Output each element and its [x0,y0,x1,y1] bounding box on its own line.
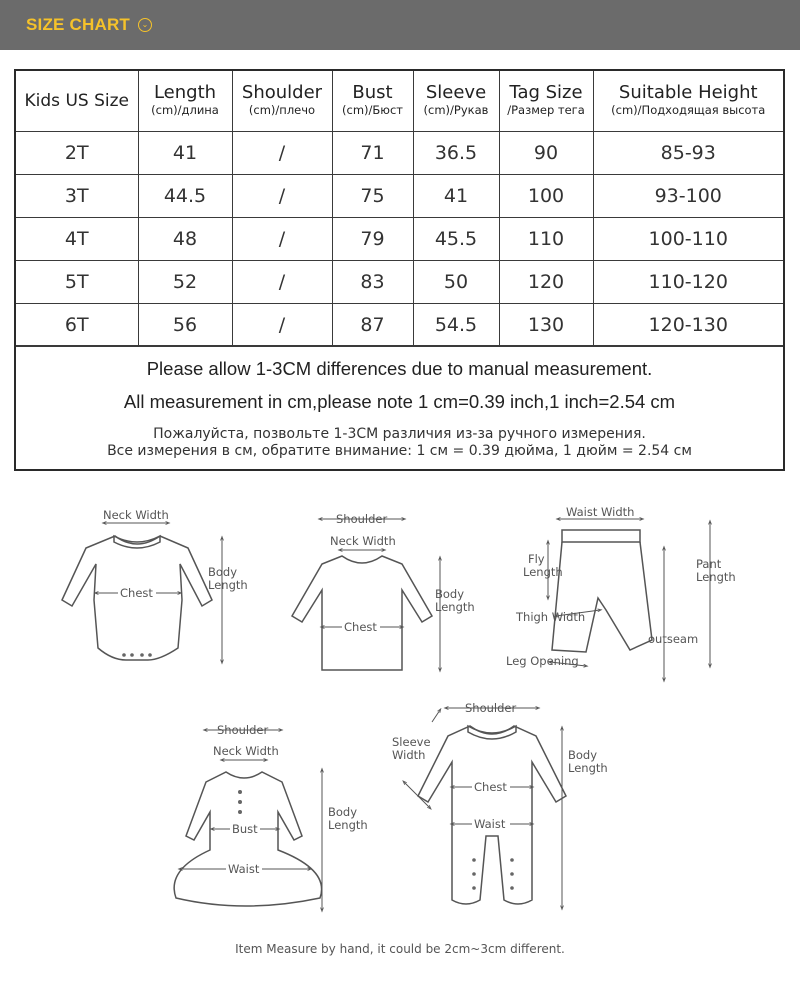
label-body-length-2: Length [208,578,248,592]
col-header-suitable-height: Suitable Height (cm)/Подходящая высота [593,71,783,131]
table-row [16,260,783,303]
col-header-shoulder: Shoulder (cm)/плечо [232,71,332,131]
col-header-tag-size: Tag Size /Размер тега [499,71,593,131]
label-sleeve-width-1: Sleeve [392,735,431,749]
cell-tag-size: 130 [499,303,593,346]
cell-sleeve: 45.5 [413,217,499,260]
romper-diagram [392,701,608,908]
cell-height: 120-130 [593,303,783,346]
cell-length: 52 [138,260,232,303]
table-row [16,174,783,217]
cell-height: 110-120 [593,260,783,303]
measurement-notes [16,345,783,469]
cell-height: 93-100 [593,174,783,217]
cell-length: 41 [138,131,232,174]
label-waist-width: Waist Width [566,505,635,519]
bodysuit-diagram [62,508,248,662]
cell-height: 100-110 [593,217,783,260]
cell-size: 4T [16,217,138,260]
label-body-length-1: Body [568,748,598,762]
cell-size: 3T [16,174,138,217]
cell-shoulder: / [232,217,332,260]
pants-diagram [506,505,736,680]
cell-bust: 71 [332,131,413,174]
label-chest: Chest [474,780,507,794]
label-chest: Chest [344,620,377,634]
note-ru-tolerance: Пожалуйста, позвольте 1-3CM различия из-за ручного измерения. [153,426,646,442]
col-header-sleeve: Sleeve (cm)/Рукав [413,71,499,131]
label-shoulder: Shoulder [465,701,517,715]
size-chart-header [0,0,800,50]
table-header-row [16,71,783,131]
cell-bust: 83 [332,260,413,303]
table-row [16,131,783,174]
cell-length: 56 [138,303,232,346]
cell-size: 5T [16,260,138,303]
cell-length: 48 [138,217,232,260]
col-header-bust: Bust (cm)/Бюст [332,71,413,131]
label-outseam: outseam [648,632,699,646]
cell-tag-size: 110 [499,217,593,260]
cell-sleeve: 50 [413,260,499,303]
label-body-length-2: Length [435,600,475,614]
size-chart-box [14,69,785,471]
note-en-tolerance: Please allow 1-3CM differences due to manual measurement. [146,358,653,379]
label-thigh-width: Thigh Width [516,610,586,624]
cell-shoulder: / [232,174,332,217]
cell-tag-size: 120 [499,260,593,303]
label-fly-length-1: Fly [528,552,545,566]
label-sleeve-width-2: Width [392,748,426,762]
label-body-length-1: Body [208,565,238,579]
label-chest: Chest [120,586,153,600]
measurement-diagrams [0,490,800,960]
table-row [16,217,783,260]
cell-length: 44.5 [138,174,232,217]
footer-measure-note: Item Measure by hand, it could be 2cm~3cm different. [235,942,565,956]
label-neck-width: Neck Width [103,508,169,522]
cell-sleeve: 41 [413,174,499,217]
header-title: SIZE CHART [26,15,130,34]
cell-tag-size: 100 [499,174,593,217]
label-shoulder: Shoulder [336,512,388,526]
cell-bust: 75 [332,174,413,217]
table-row [16,303,783,346]
label-neck-width: Neck Width [330,534,396,548]
cell-shoulder: / [232,260,332,303]
size-table [16,71,783,347]
label-leg-opening: Leg Opening [506,654,579,668]
col-header-size: Kids US Size [16,71,138,131]
col-header-length: Length (cm)/длина [138,71,232,131]
label-body-length-1: Body [435,587,465,601]
label-body-length-2: Length [328,818,368,832]
label-bust: Bust [232,822,258,836]
cell-height: 85-93 [593,131,783,174]
cell-shoulder: / [232,303,332,346]
tshirt-diagram [292,512,475,670]
label-shoulder: Shoulder [217,723,269,737]
cell-size: 6T [16,303,138,346]
label-body-length-2: Length [568,761,608,775]
chevron-down-circle-icon: ⌄ [138,18,152,32]
label-body-length-1: Body [328,805,358,819]
label-neck-width: Neck Width [213,744,279,758]
label-waist: Waist [228,862,260,876]
note-ru-units: Все измерения в см, обратите внимание: 1 см = 0.39 дюйма, 1 дюйм = 2.54 см [107,443,692,459]
label-pant-length-2: Length [696,570,736,584]
cell-shoulder: / [232,131,332,174]
cell-sleeve: 54.5 [413,303,499,346]
note-en-units: All measurement in cm,please note 1 cm=0.39 inch,1 inch=2.54 cm [123,391,676,412]
label-waist: Waist [474,817,506,831]
label-pant-length-1: Pant [696,557,722,571]
cell-tag-size: 90 [499,131,593,174]
cell-sleeve: 36.5 [413,131,499,174]
dress-diagram [174,723,368,910]
cell-bust: 79 [332,217,413,260]
label-fly-length-2: Length [523,565,563,579]
cell-bust: 87 [332,303,413,346]
cell-size: 2T [16,131,138,174]
